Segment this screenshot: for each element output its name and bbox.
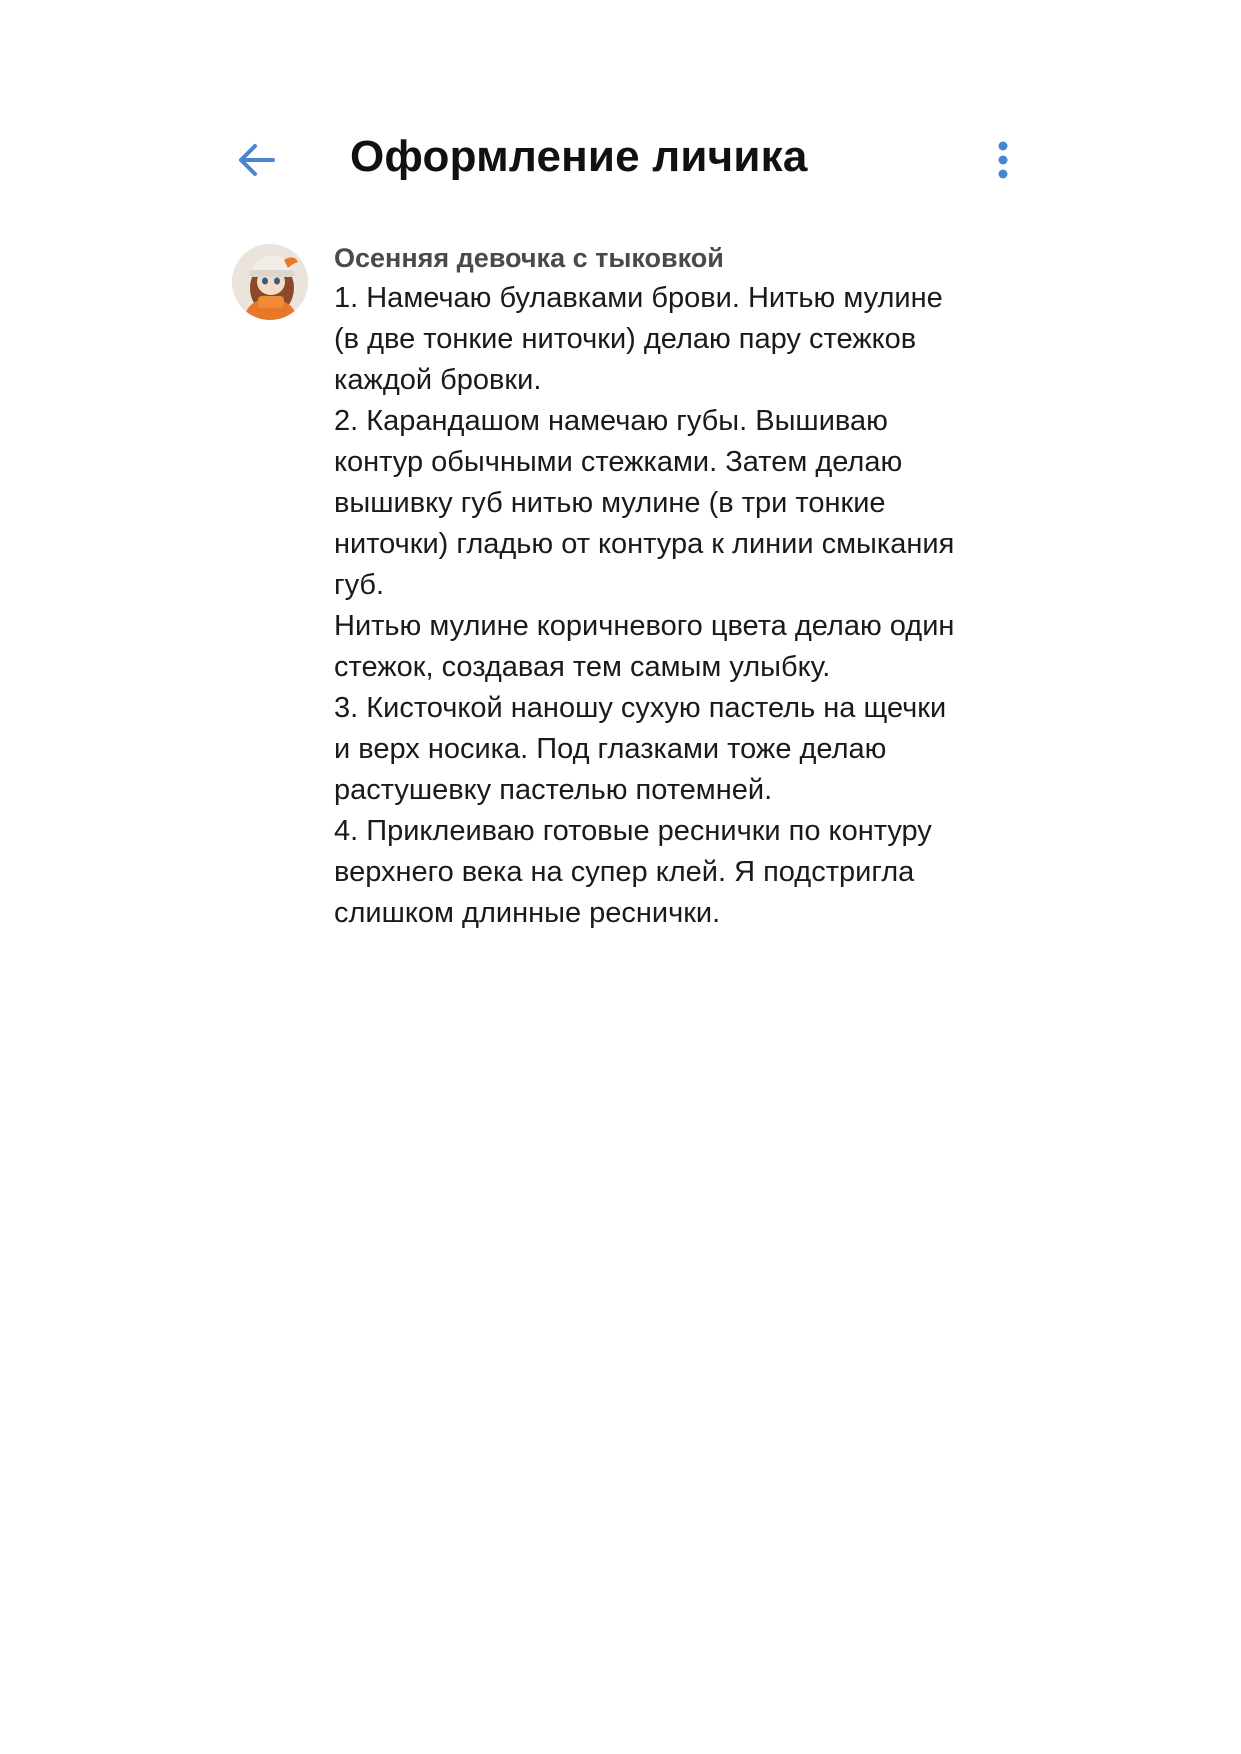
avatar[interactable] (232, 244, 308, 320)
app-header (0, 120, 1241, 200)
text-line: (в две тонкие ниточки) делаю пару стежков (334, 323, 917, 355)
vertical-dots-icon (997, 140, 1009, 180)
text-line: каждой бровки. (334, 364, 542, 396)
text-line: верхнего века на супер клей. Я подстригла (334, 856, 915, 888)
author-name[interactable]: Осенняя девочка с тыковкой (334, 243, 724, 273)
more-options-button[interactable] (985, 138, 1021, 182)
text-line: слишком длинные реснички. (334, 897, 721, 929)
text-line: 4. Приклеиваю готовые реснички по контуру (334, 815, 932, 847)
text-line: губ. (334, 569, 385, 601)
text-line: вышивку губ нитью мулине (в три тонкие (334, 487, 886, 519)
text-line: 2. Карандашом намечаю губы. Вышиваю (334, 405, 888, 437)
text-line: Нитью мулине коричневого цвета делаю один (334, 610, 955, 642)
text-line: ниточки) гладью от контура к линии смыкания (334, 528, 955, 560)
post-text (334, 278, 1034, 934)
text-line: и верх носика. Под глазками тоже делаю (334, 733, 887, 765)
text-line: 3. Кисточкой наношу сухую пастель на щечки (334, 692, 947, 724)
doll-avatar-image (232, 244, 308, 320)
arrow-left-icon (235, 142, 277, 178)
text-line: растушевку пастелью потемней. (334, 774, 773, 806)
page-title: Оформление личика (350, 132, 808, 181)
text-line: стежок, создавая тем самым улыбку. (334, 651, 831, 683)
text-line: 1. Намечаю булавками брови. Нитью мулине (334, 282, 943, 314)
back-button[interactable] (232, 138, 280, 182)
text-line: контур обычными стежками. Затем делаю (334, 446, 903, 478)
post-body (334, 240, 1034, 934)
